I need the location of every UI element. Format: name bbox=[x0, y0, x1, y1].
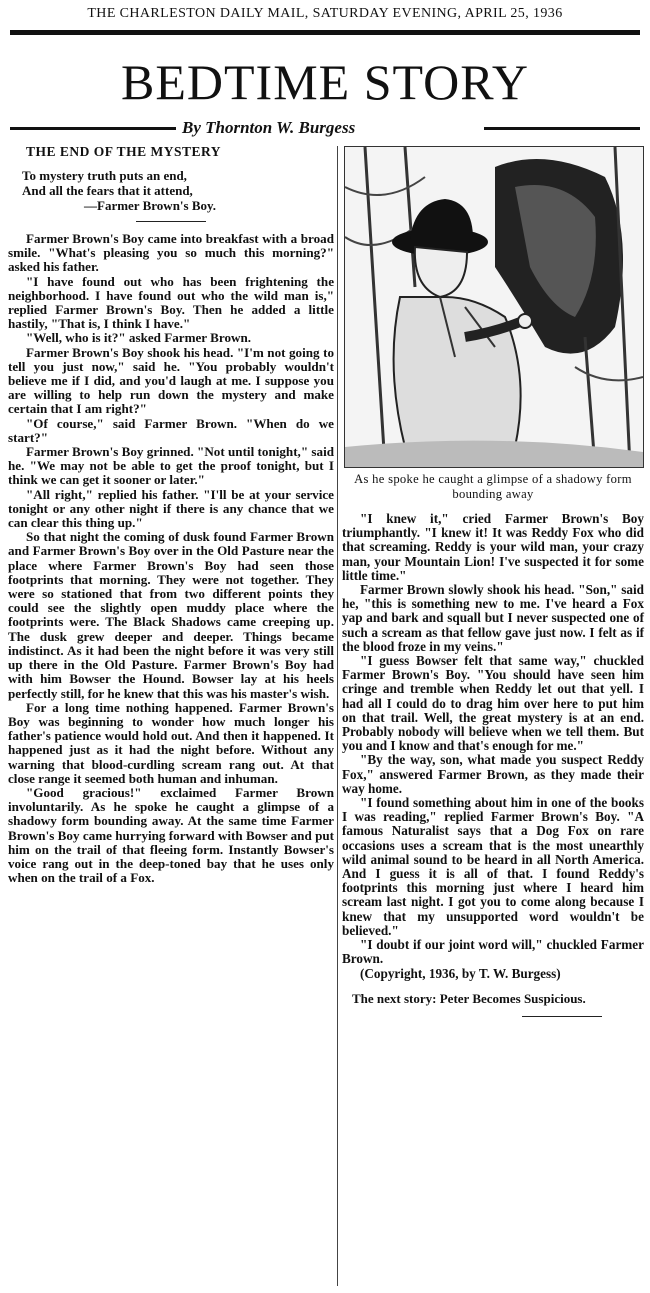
epigraph-verse bbox=[22, 168, 334, 213]
left-column bbox=[8, 144, 334, 885]
paragraph: "Well, who is it?" asked Farmer Brown. bbox=[26, 330, 252, 346]
paragraph: Farmer Brown slowly shook his head. "Son," said he, "this is something new to me. I've heard a Fox yap and bark and squall but I never suspected one of such a scream as that fellow gave just now. I felt as if the blood froze in my veins." bbox=[342, 582, 644, 654]
paragraph: "I have found out who has been frightening the neighborhood. I have found out who the wild man is," replied Farmer Brown's Boy. Then he added a little hastily, "That is, I think I have." bbox=[8, 273, 334, 332]
right-column bbox=[342, 146, 644, 1017]
column-divider bbox=[337, 146, 338, 1286]
paragraph: So that night the coming of dusk found Farmer Brown and Farmer Brown's Boy over in the Old Pasture near the place where Farmer Brown's Boy had seen those footprints that morning. They were not together. They were so stationed that from two different points they could see the slightly open muddy place where the footprints were. The Black Shadows came creeping up. The dusk grew deeper and deeper. Things became indistinct. As it had been the night before it was very still up there in the Old Pasture. Farmer Brown's Boy had with him Bowser the Hound. Bowser lay at his heels perfectly still, for he knew that this was his master's wish. bbox=[8, 529, 334, 701]
newspaper-header: THE CHARLESTON DAILY MAIL, SATURDAY EVENING, APRIL 25, 1936 bbox=[87, 6, 563, 21]
byline-rule-right bbox=[484, 127, 640, 130]
paragraph: Farmer Brown's Boy shook his head. "I'm not going to tell you just now," said he. "You probably wouldn't believe me if I did, and you'd laugh at me. I suppose you are willing to help run down the mystery and make certain that I am right?" bbox=[8, 344, 334, 417]
byline-row bbox=[10, 118, 640, 138]
byline: By Thornton W. Burgess bbox=[182, 118, 356, 137]
paragraph: For a long time nothing happened. Farmer Brown's Boy was beginning to wonder how much longer his father's patience would hold out. And then it happened. It happened just as it had the night before. Without any warning that blood-curdling scream rang out. At that close range it seemed both human and inhuman. bbox=[8, 699, 334, 786]
next-story-note: The next story: Peter Becomes Suspicious. bbox=[352, 990, 586, 1006]
paragraph: "I guess Bowser felt that same way," chuckled Farmer Brown's Boy. "You should have seen him cringe and tremble when Reddy let out that yell. I had all I could do to drag him over here to put him on that trail. Well, the great mystery is at an end. Probably nobody will believe when we tell them. But you and I know and that's enough for me." bbox=[342, 653, 644, 754]
paragraph: Farmer Brown's Boy grinned. "Not until tonight," said he. "We may not be able to get the proof tonight, but I think we can get it sooner or later." bbox=[8, 444, 334, 488]
illustration-caption: As he spoke he caught a glimpse of a shadowy form bounding away bbox=[354, 472, 632, 501]
story-subhead: THE END OF THE MYSTERY bbox=[26, 144, 222, 159]
paragraph: "I doubt if our joint word will," chuckled Farmer Brown. bbox=[342, 937, 644, 967]
verse-attribution: —Farmer Brown's Boy. bbox=[84, 198, 217, 213]
verse-rule bbox=[136, 221, 206, 222]
illustration-drawing bbox=[345, 147, 643, 467]
verse-line-2: And all the fears that it attend, bbox=[22, 183, 193, 198]
end-rule bbox=[522, 1016, 602, 1017]
verse-line-1: To mystery truth puts an end, bbox=[22, 168, 187, 183]
paragraph: "I knew it," cried Farmer Brown's Boy triumphantly. "I knew it! It was Reddy Fox who did that screaming. Reddy is your wild man, your crazy man, your Mountain Lion! I've suspected it for some little time." bbox=[342, 511, 644, 583]
page-title: BEDTIME STORY bbox=[121, 54, 529, 110]
paragraph: "I found something about him in one of the books I was reading," replied Farmer Brown's Boy. "A famous Naturalist says that a Dog Fox on rare occasions uses a scream that is the most unearthly wild animal sound to be heard in all North America. And I guess it is all of that. I found Reddy's footprints this morning just where I heard him scream last night. I got you to come along because I knew that my unsupported word wouldn't be believed." bbox=[342, 795, 644, 938]
story-illustration bbox=[344, 146, 644, 468]
paragraph: "Of course," said Farmer Brown. "When do we start?" bbox=[8, 415, 334, 445]
paragraph: "By the way, son, what made you suspect Reddy Fox," answered Farmer Brown, as they made their way home. bbox=[342, 752, 644, 796]
paragraph: "All right," replied his father. "I'll be at your service tonight or any other night if there is any chance that we can clear this thing up." bbox=[8, 486, 334, 531]
header-rule bbox=[10, 30, 640, 35]
paragraph: Farmer Brown's Boy came into breakfast with a broad smile. "What's pleasing you so much this morning?" asked his father. bbox=[8, 231, 334, 275]
copyright-line: (Copyright, 1936, by T. W. Burgess) bbox=[360, 965, 561, 981]
byline-rule-left bbox=[10, 127, 176, 130]
paragraph: "Good gracious!" exclaimed Farmer Brown involuntarily. As he spoke he caught a glimpse of a shadowy form bounding away. At the same time Farmer Brown's Boy came hurrying forward with Bowser and put him on the trail of that fleeing form. Instantly Bowser's voice rang out in the deep-toned bay that he uses only when on the trail of a Fox. bbox=[8, 784, 334, 886]
